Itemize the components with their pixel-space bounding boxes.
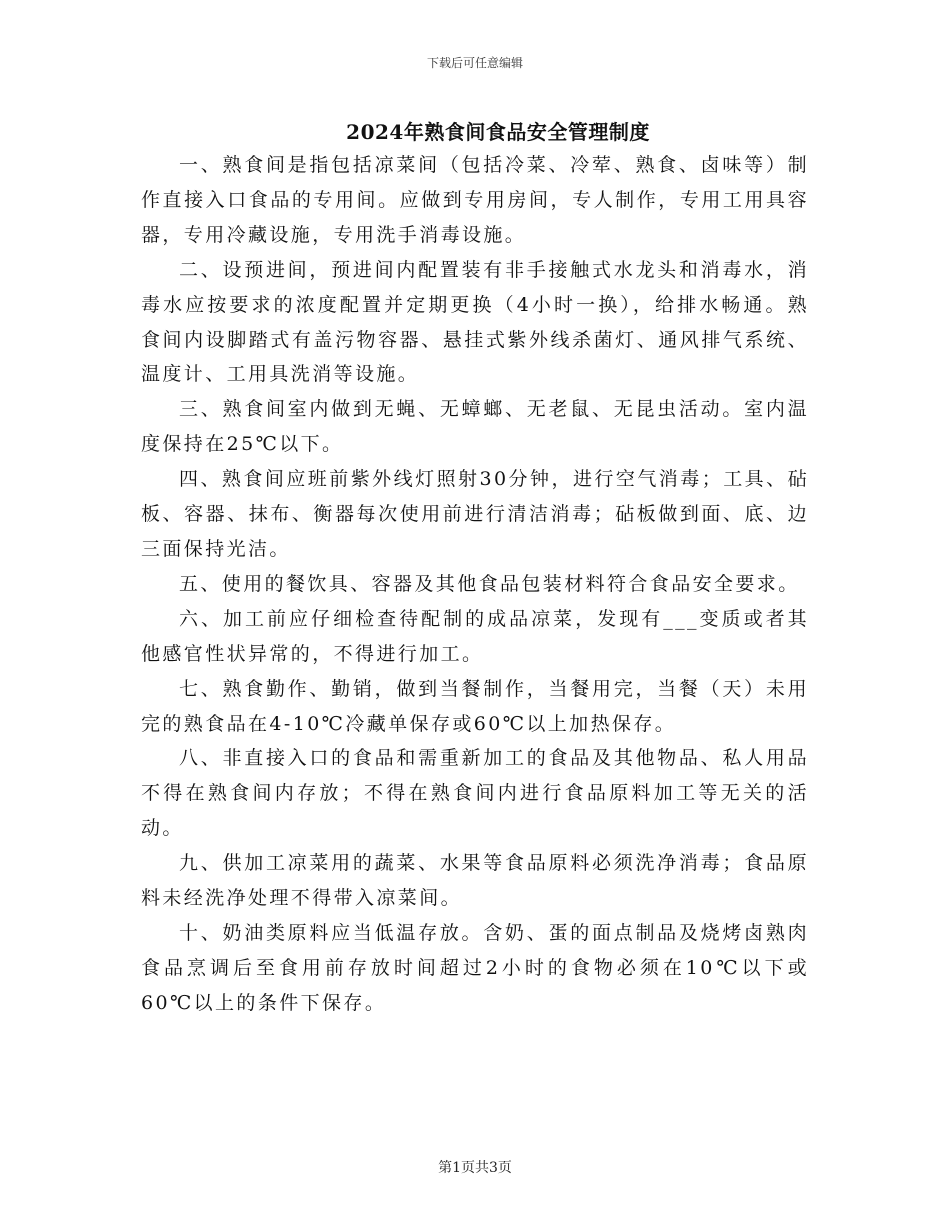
paragraph-5: 五、使用的餐饮具、容器及其他食品包装材料符合食品安全要求。: [179, 572, 800, 595]
paragraph-3: 三、熟食间室内做到无蝇、无蟑螂、无老鼠、无昆虫活动。室内温度保持在25℃以下。: [141, 398, 809, 456]
paragraph-7: 七、熟食勤作、勤销，做到当餐制作，当餐用完，当餐（天）未用完的熟食品在4-10℃冷藏单保存或60℃以上加热保存。: [141, 677, 809, 735]
paragraph-1: 一、熟食间是指包括凉菜间（包括冷菜、冷荤、熟食、卤味等）制作直接入口食品的专用间。应做到专用房间，专人制作，专用工用具容器，专用冷藏设施，专用洗手消毒设施。: [141, 154, 809, 246]
document-body: [141, 148, 809, 1021]
paragraph-10: 十、奶油类原料应当低温存放。含奶、蛋的面点制品及烧烤卤熟肉食品烹调后至食用前存放时间超过2小时的食物必须在10℃以下或60℃以上的条件下保存。: [141, 921, 809, 1014]
header-note: 下载后可任意编辑: [426, 56, 523, 70]
paragraph-6: 六、加工前应仔细检查待配制的成品凉菜，发现有___变质或者其他感官性状异常的，不得进行加工。: [141, 607, 809, 665]
paragraph-9: 九、供加工凉菜用的蔬菜、水果等食品原料必须洗净消毒；食品原料未经洗净处理不得带入凉菜间。: [141, 852, 809, 910]
paragraph-4: 四、熟食间应班前紫外线灯照射30分钟，进行空气消毒；工具、砧板、容器、抹布、衡器每次使用前进行清洁消毒；砧板做到面、底、边三面保持光洁。: [141, 468, 809, 560]
document-title: 2024年熟食间食品安全管理制度: [346, 120, 650, 144]
page-footer: 第1页共3页: [438, 1160, 512, 1176]
paragraph-8: 八、非直接入口的食品和需重新加工的食品及其他物品、私人用品不得在熟食间内存放；不得在熟食间内进行食品原料加工等无关的活动。: [141, 747, 809, 840]
paragraph-2: 二、设预进间，预进间内配置装有非手接触式水龙头和消毒水，消毒水应按要求的浓度配置并定期更换（4小时一换），给排水畅通。熟食间内设脚踏式有盖污物容器、悬挂式紫外线杀菌灯、通风排气系统、温度计、工用具洗消等设施。: [141, 258, 809, 386]
